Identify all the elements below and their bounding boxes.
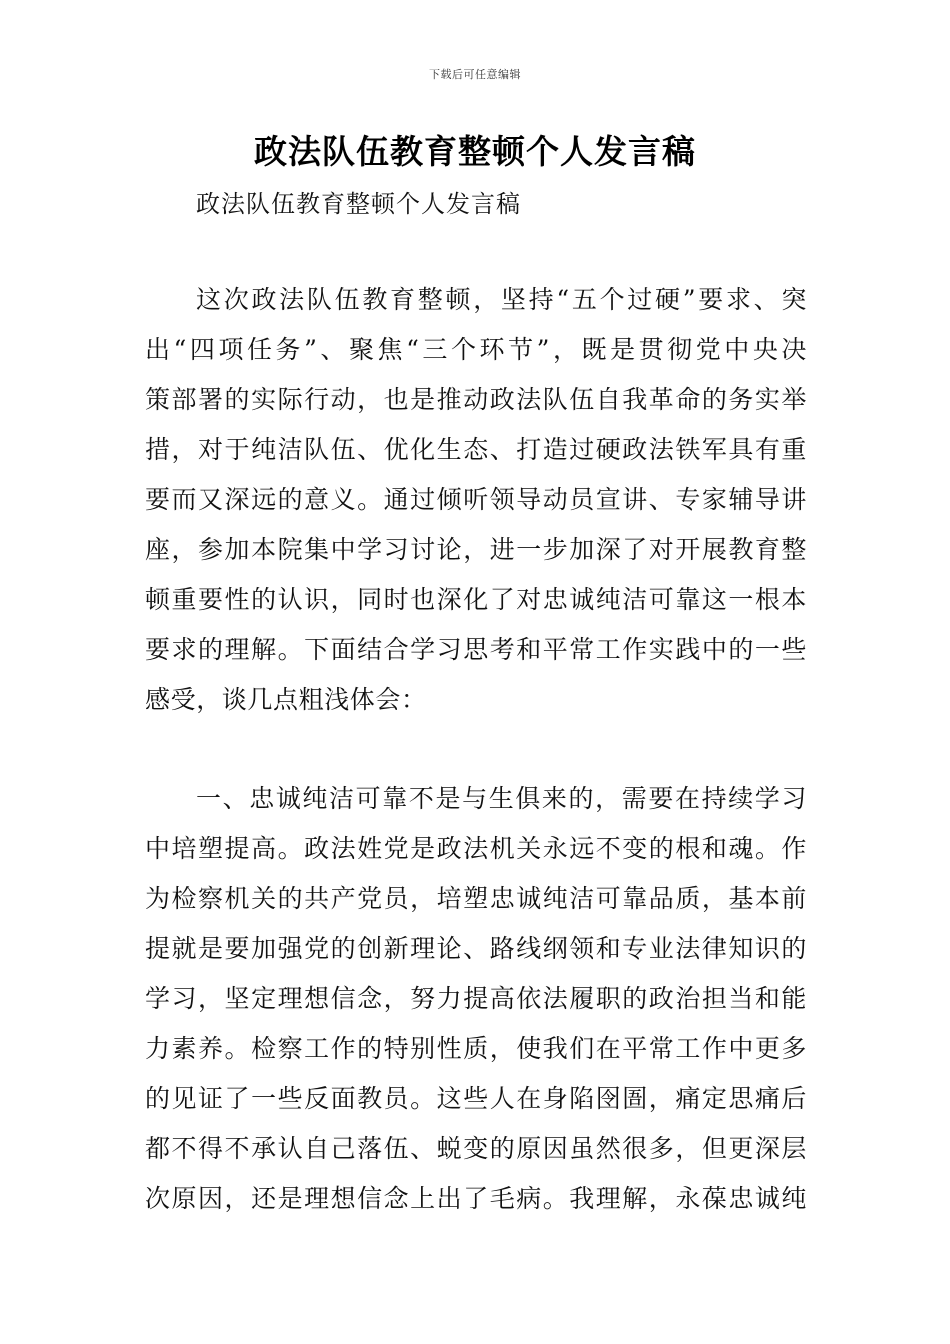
paragraph-line: 都不得不承认自己落伍、蜕变的原因虽然很多，但更深层: [145, 1134, 807, 1163]
paragraph-line: 学习，坚定理想信念，努力提高依法履职的政治担当和能: [145, 984, 807, 1013]
paragraph-line: 这次政法队伍教育整顿，坚持“五个过硬”要求、突: [196, 285, 807, 314]
paragraph-line: 力素养。检察工作的特别性质，使我们在平常工作中更多: [145, 1034, 807, 1063]
paragraph-line: 提就是要加强党的创新理论、路线纲领和专业法律知识的: [145, 934, 807, 963]
paragraph-line: 顿重要性的认识，同时也深化了对忠诚纯洁可靠这一根本: [145, 585, 807, 614]
paragraph-line: 措，对于纯洁队伍、优化生态、打造过硬政法铁军具有重: [145, 435, 807, 464]
document-subtitle: 政法队伍教育整顿个人发言稿: [196, 190, 521, 218]
paragraph-line: 为检察机关的共产党员，培塑忠诚纯洁可靠品质，基本前: [145, 884, 807, 913]
header-note: 下载后可任意编辑: [429, 68, 521, 81]
paragraph-line: 要求的理解。下面结合学习思考和平常工作实践中的一些: [145, 635, 807, 664]
paragraph-line: 中培塑提高。政法姓党是政法机关永远不变的根和魂。作: [145, 834, 807, 863]
paragraph-line: 策部署的实际行动，也是推动政法队伍自我革命的务实举: [145, 385, 807, 414]
paragraph-line: 一、忠诚纯洁可靠不是与生俱来的，需要在持续学习: [196, 784, 807, 813]
paragraph-section-one: [145, 774, 807, 1224]
paragraph-intro: [145, 275, 807, 725]
paragraph-line: 出“四项任务”、聚焦“三个环节”，既是贯彻党中央决: [145, 335, 807, 364]
paragraph-line: 座，参加本院集中学习讨论，进一步加深了对开展教育整: [145, 535, 807, 564]
document-title: 政法队伍教育整顿个人发言稿: [254, 132, 696, 171]
paragraph-line: 感受，谈几点粗浅体会：: [145, 685, 427, 714]
paragraph-line: 次原因，还是理想信念上出了毛病。我理解，永葆忠诚纯: [145, 1184, 807, 1213]
paragraph-line: 的见证了一些反面教员。这些人在身陷囹圄，痛定思痛后: [145, 1084, 807, 1113]
paragraph-line: 要而又深远的意义。通过倾听领导动员宣讲、专家辅导讲: [145, 485, 807, 514]
